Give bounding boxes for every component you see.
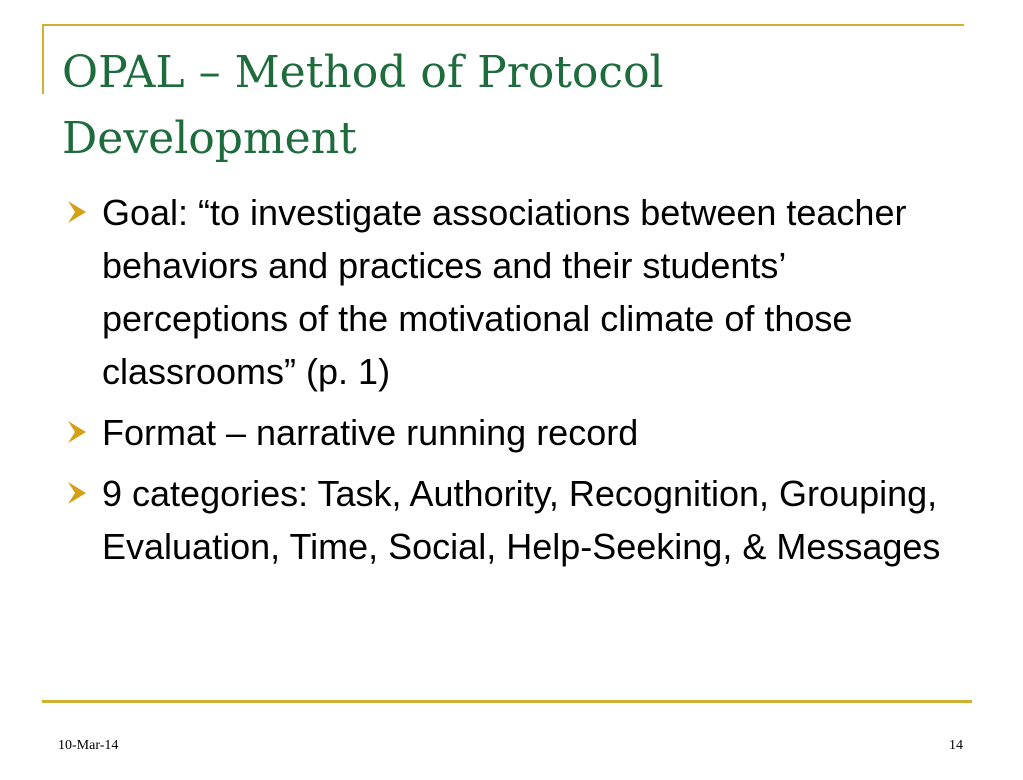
left-accent-line (42, 24, 44, 94)
arrowhead-bullet-icon (66, 480, 88, 506)
bullet-list (66, 186, 946, 581)
footer-page-number: 14 (949, 738, 963, 753)
footer-date: 10-Mar-14 (58, 738, 119, 753)
slide-title: OPAL – Method of Protocol Development (62, 47, 664, 164)
bullet-item-categories (66, 467, 946, 573)
arrowhead-bullet-icon (66, 199, 88, 225)
bullet-text: Goal: “to investigate associations between teacher behaviors and practices and their students’ perceptions of the motivational climate of those classrooms” (p. 1) (102, 192, 907, 392)
top-accent-line (42, 24, 964, 26)
bullet-text: Format – narrative running record (102, 412, 639, 453)
bottom-accent-line (42, 700, 972, 703)
arrowhead-bullet-icon (66, 419, 88, 445)
bullet-text: 9 categories: Task, Authority, Recognition, Grouping, Evaluation, Time, Social, Help-Seeking, & Messages (102, 473, 941, 567)
bullet-item-goal (66, 186, 946, 398)
bullet-item-format (66, 406, 946, 459)
